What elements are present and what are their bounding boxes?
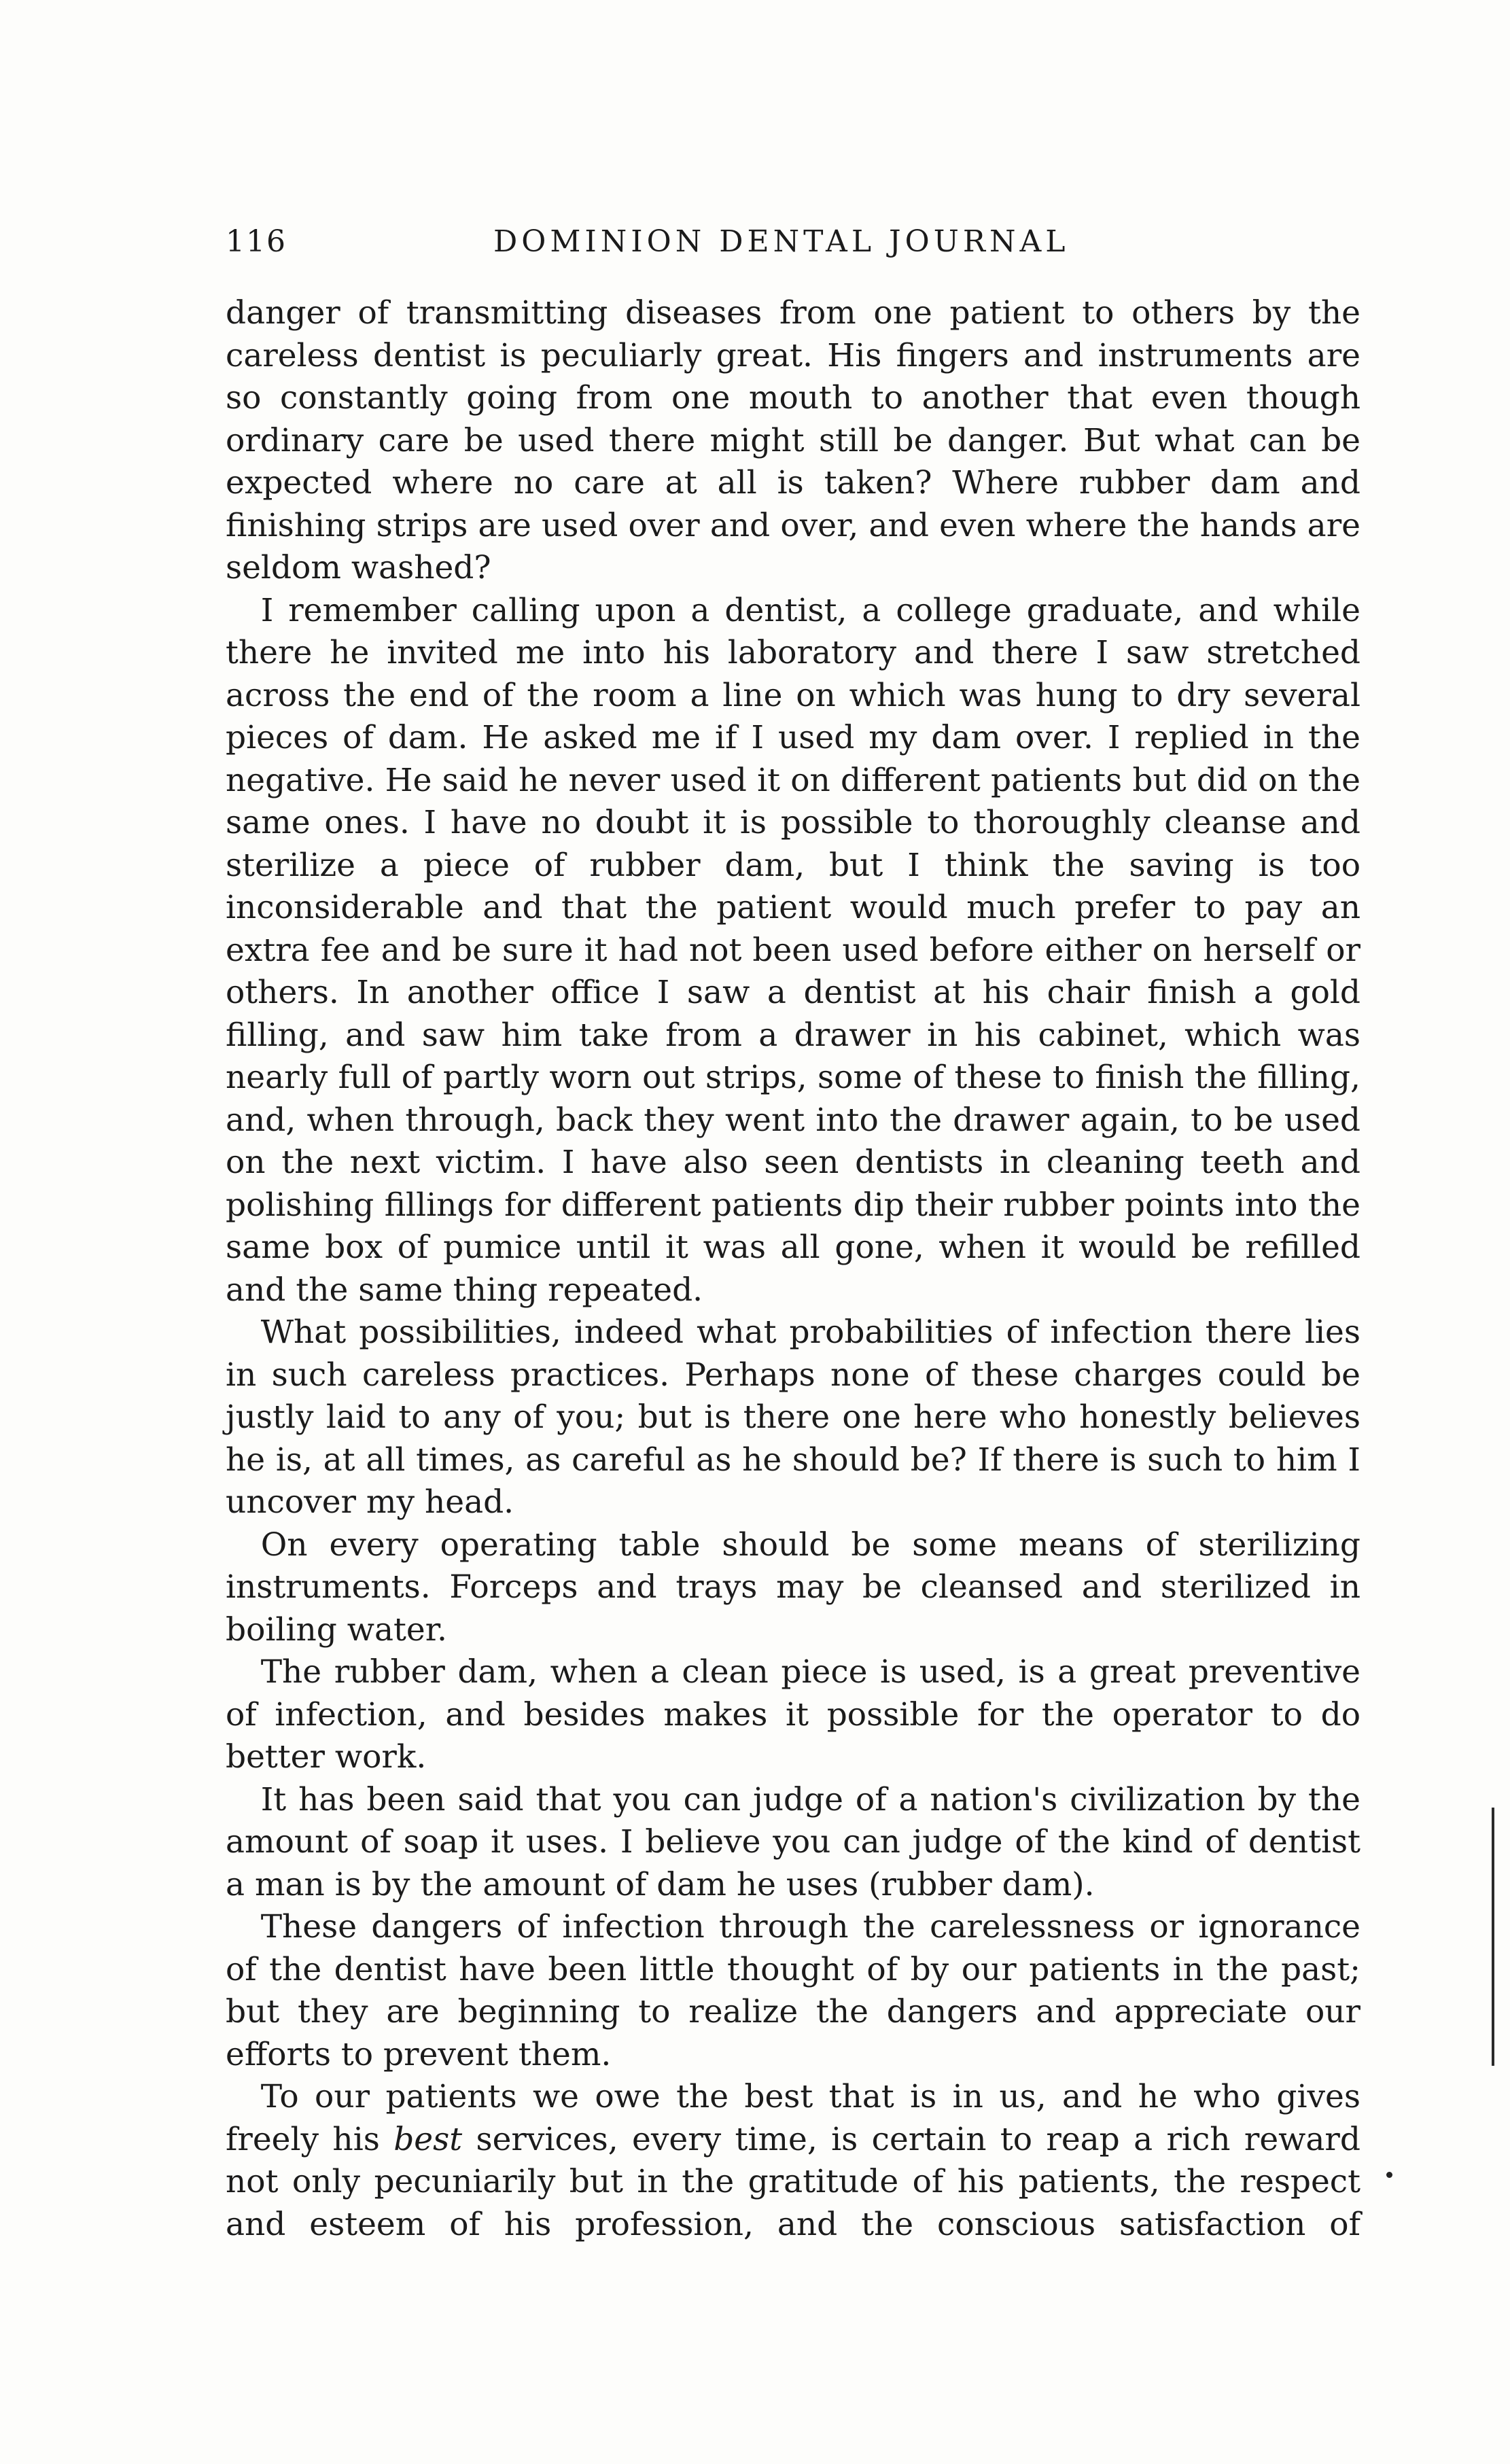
scan-speck xyxy=(1386,2172,1392,2178)
emphasis-best: best xyxy=(393,2120,463,2158)
paragraph-8-text-end: services, every time, is certain to reap a rich reward not only pecuniarily but in the gratitude of his patients, the respect and esteem of his profession, and the conscious satisfaction of xyxy=(226,2120,1360,2243)
paragraph-2: I remember calling upon a dentist, a college graduate, and while there he invited me into his laboratory and there I saw stretched across the end of the room a line on which was hung to dry several pieces of dam. He asked me if I used my dam over. I replied in the negative. He said he never used it on different patients but did on the same ones. I have no doubt it is possible to thoroughly cleanse and sterilize a piece of rubber dam, but I think the saving is too inconsiderable and that the patient would much prefer to pay an extra fee and be sure it had not been used before either on herself or others. In another office I saw a dentist at his chair finish a gold filling, and saw him take from a drawer in his cabinet, which was nearly full of partly worn out strips, some of these to finish the filling, and, when through, back they went into the drawer again, to be used on the next victim. I have also seen dentists in cleaning teeth and polishing fillings for different patients dip their rubber points into the same box of pumice until it was all gone, when it would be refilled and the same thing repeated. xyxy=(226,591,1360,1309)
paragraph-8-text-start: To our patients we owe the best that is in us, and he who gives freely his xyxy=(226,2078,1360,2158)
journal-title: DOMINION DENTAL JOURNAL xyxy=(493,224,1070,259)
paragraph-3: What possibilities, indeed what probabilities of infection there lies in such careless practices. Perhaps none of these charges could be justly laid to any of you; but is there one here who honestly believes he is, at all times, as careful as he should be? If there is such to him I uncover my head. xyxy=(226,1314,1360,1521)
paragraph-7: These dangers of infection through the carelessness or ignorance of the dentist have been little thought of by our patients in the past; but they are beginning to realize the dangers and appreciate our efforts to prevent them. xyxy=(226,1908,1360,2073)
running-head xyxy=(226,224,1360,265)
page-number: 116 xyxy=(226,224,287,259)
paragraph-4: On every operating table should be some means of sterilizing instruments. Forceps and trays may be cleansed and sterilized in boiling water. xyxy=(226,1526,1360,1649)
paragraph-6: It has been said that you can judge of a nation's civilization by the amount of soap it uses. I believe you can judge of the kind of dentist a man is by the amount of dam he uses (rubber dam). xyxy=(226,1780,1360,1903)
paragraph-5: The rubber dam, when a clean piece is used, is a great preventive of infection, and besides makes it possible for the operator to do better work. xyxy=(226,1653,1360,1776)
paragraph-8 xyxy=(226,2076,1360,2246)
paragraph-1: danger of transmitting diseases from one patient to others by the careless dentist is peculiarly great. His fingers and instruments are so constantly going from one mouth to another that even though ordinary care be used there might still be danger. But what can be expected where no care at all is taken? Where rubber dam and finishing strips are used over and over, and even where the hands are seldom washed? xyxy=(226,294,1360,586)
article-body xyxy=(226,292,1360,2246)
scan-margin-line xyxy=(1492,1808,1494,2066)
